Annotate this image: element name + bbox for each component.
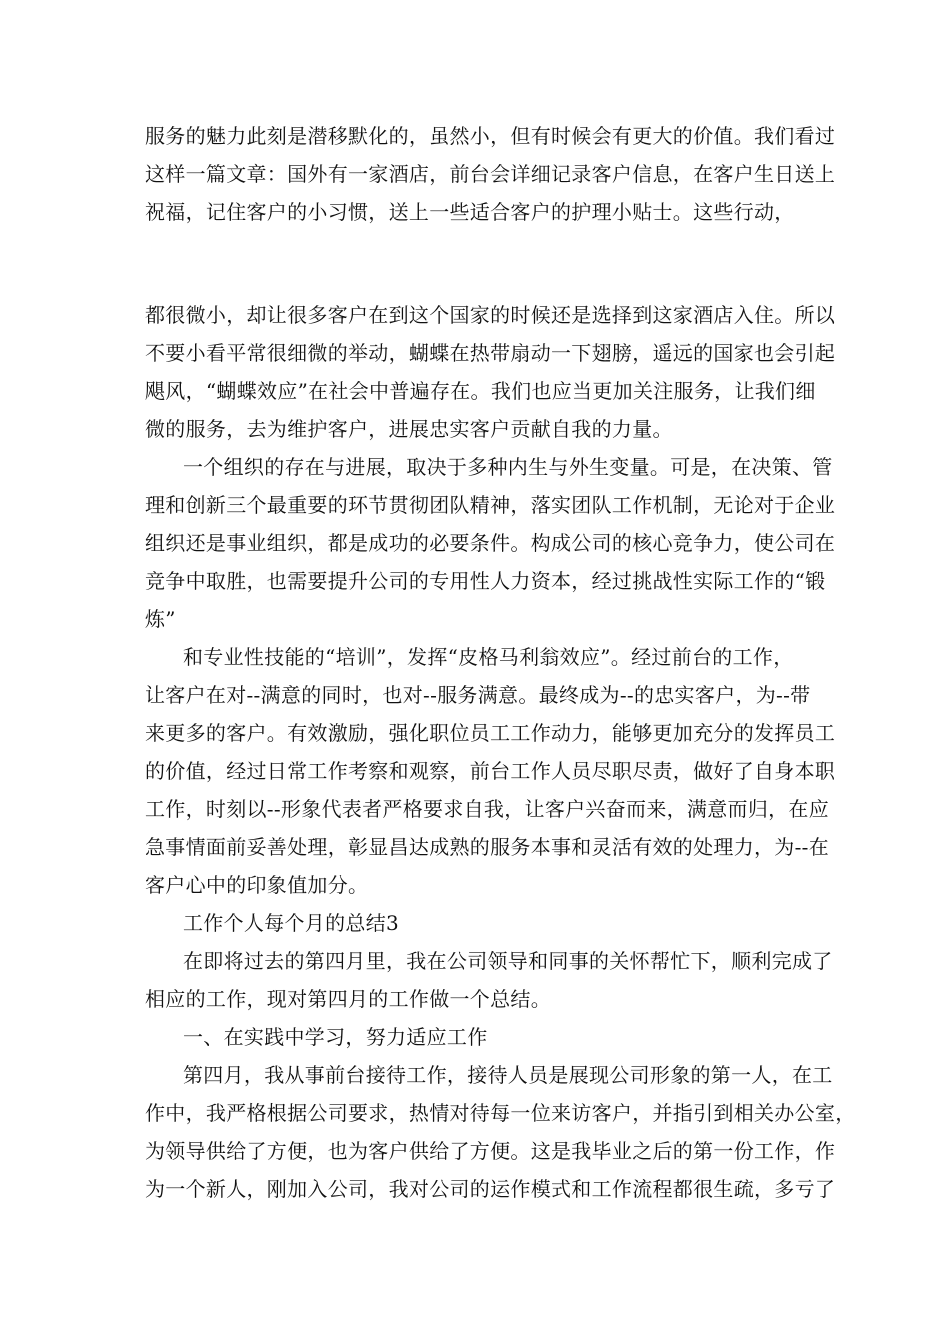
text-line: 组织还是事业组织，都是成功的必要条件。构成公司的核心竞争力，使公司在 bbox=[145, 531, 836, 555]
text-line: 理和创新三个最重要的环节贯彻团队精神，落实团队工作机制，无论对于企业 bbox=[145, 493, 836, 517]
text-block-main bbox=[145, 296, 856, 1208]
paragraph-first-line: 一个组织的存在与进展，取决于多种内生与外生变量。可是，在决策、管 bbox=[183, 455, 833, 479]
text-line: 这样一篇文章：国外有一家酒店，前台会详细记录客户信息，在客户生日送上 bbox=[145, 162, 836, 186]
text-line: 不要小看平常很细微的举动，蝴蝶在热带扇动一下翅膀，遥远的国家也会引起 bbox=[145, 341, 836, 365]
text-block-top bbox=[145, 117, 836, 231]
paragraph-first-line: 在即将过去的第四月里，我在公司领导和同事的关怀帮忙下，顺利完成了 bbox=[183, 949, 833, 973]
subsection-heading: 一、在实践中学习，努力适应工作 bbox=[183, 1025, 488, 1049]
text-line: 客户心中的印象值加分。 bbox=[145, 873, 369, 897]
text-line: 都很微小，却让很多客户在到这个国家的时候还是选择到这家酒店入住。所以 bbox=[145, 303, 836, 327]
paragraph-first-line: 第四月，我从事前台接待工作，接待人员是展现公司形象的第一人，在工 bbox=[183, 1063, 833, 1087]
text-line: 让客户在对--满意的同时，也对--服务满意。最终成为--的忠实客户，为--带 bbox=[145, 683, 811, 707]
text-line: 来更多的客户。有效激励，强化职位员工工作动力，能够更加充分的发挥员工 bbox=[145, 721, 836, 745]
text-line: 炼” bbox=[145, 607, 176, 631]
text-line: 作中，我严格根据公司要求，热情对待每一位来访客户，并指引到相关办公室， bbox=[145, 1101, 856, 1125]
text-line: 急事情面前妥善处理，彰显昌达成熟的服务本事和灵活有效的处理力，为--在 bbox=[145, 835, 830, 859]
text-line: 微的服务，去为维护客户，进展忠实客户贡献自我的力量。 bbox=[145, 417, 673, 441]
text-line: 为领导供给了方便，也为客户供给了方便。这是我毕业之后的第一份工作，作 bbox=[145, 1139, 836, 1163]
text-line: 相应的工作，现对第四月的工作做一个总结。 bbox=[145, 987, 551, 1011]
text-line: 的价值，经过日常工作考察和观察，前台工作人员尽职尽责，做好了自身本职 bbox=[145, 759, 836, 783]
paragraph-first-line: 和专业性技能的“培训”，发挥“皮格马利翁效应”。经过前台的工作， bbox=[183, 645, 794, 669]
section-heading: 工作个人每个月的总结3 bbox=[183, 911, 400, 935]
text-line: 飓风，“蝴蝶效应”在社会中普遍存在。我们也应当更加关注服务，让我们细 bbox=[145, 379, 816, 403]
text-line: 为一个新人，刚加入公司，我对公司的运作模式和工作流程都很生疏，多亏了 bbox=[145, 1177, 836, 1201]
text-line: 竞争中取胜，也需要提升公司的专用性人力资本，经过挑战性实际工作的“锻 bbox=[145, 569, 826, 593]
text-line: 服务的魅力此刻是潜移默化的，虽然小，但有时候会有更大的价值。我们看过 bbox=[145, 124, 836, 148]
text-line: 工作，时刻以--形象代表者严格要求自我，让客户兴奋而来，满意而归，在应 bbox=[145, 797, 830, 821]
text-line: 祝福，记住客户的小习惯，送上一些适合客户的护理小贴士。这些行动， bbox=[145, 200, 795, 224]
